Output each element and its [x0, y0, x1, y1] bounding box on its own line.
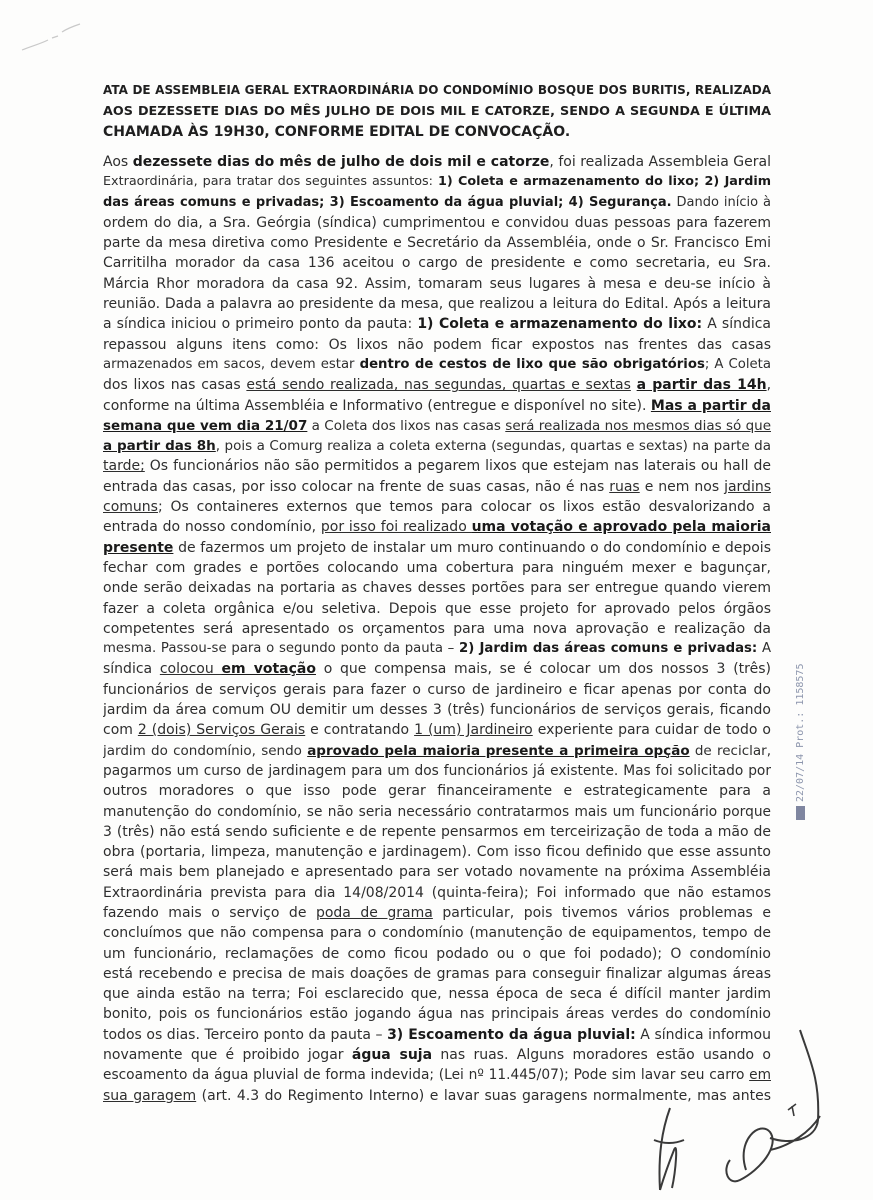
- text-segment: repassou alguns itens como: Os lixos não podem ficar expostos nas frentes das casas: [103, 336, 771, 353]
- text-segment: dezessete dias do mês de julho de dois mil e catorze: [132, 154, 550, 170]
- text-segment: Os funcionários não são permitidos a pegarem lixos que estejam nas laterais ou hall de: [144, 458, 771, 475]
- body-line: [103, 599, 771, 619]
- body-line: [103, 639, 771, 659]
- text-segment: está recebendo e precisa de mais doações de gramas para conseguir finalizar algumas áreas: [103, 965, 771, 982]
- text-segment: outros moradores o que isso pode gerar financeiramente e estrategicamente para a: [103, 783, 771, 800]
- body-line: [103, 193, 771, 213]
- pen-mark-icon: [18, 22, 88, 62]
- text-segment: a partir das 8h: [103, 438, 216, 455]
- body-line: [103, 984, 771, 1004]
- body-line: [103, 944, 771, 964]
- body-line: [103, 335, 771, 355]
- text-segment: poda de grama: [315, 904, 433, 921]
- stamp-block-icon: [796, 806, 805, 820]
- text-segment: manutenção do condomínio, se não seria necessário contratarmos mais um funcionário porque: [103, 803, 771, 820]
- text-segment: está sendo realizada, nas segundas, quartas e sextas: [246, 377, 631, 394]
- text-segment: 1) Coleta e armazenamento do lixo:: [417, 316, 703, 333]
- text-segment: 1 (um) Jardineiro: [414, 722, 533, 739]
- body-line: [103, 375, 771, 395]
- body-line: [103, 558, 771, 578]
- body-line: [103, 1004, 771, 1024]
- text-segment: nas ruas. Alguns moradores estão usando o: [432, 1047, 771, 1064]
- text-segment: jardim do condomínio, sendo: [103, 742, 308, 759]
- signature-right: [700, 1020, 870, 1200]
- text-segment: e contratando: [305, 722, 415, 739]
- body-line: [103, 396, 771, 416]
- text-segment: Dando início à: [671, 194, 771, 210]
- body-line: [103, 781, 771, 801]
- body-line: [103, 842, 771, 862]
- text-segment: jardim da área comum OU demitir um desses 3 (três) funcionários de serviços gerais, ficando: [103, 702, 771, 719]
- text-segment: Mas a partir da: [650, 397, 771, 414]
- document-title: [103, 80, 771, 143]
- text-segment: particular, pois tivemos vários problemas e: [432, 904, 771, 921]
- text-segment: A: [757, 641, 771, 657]
- text-segment: 3) Escoamento da água pluvial:: [387, 1026, 636, 1043]
- title-line: ATA DE ASSEMBLEIA GERAL EXTRAORDINÁRIA DO CONDOMÍNIO BOSQUE DOS BURITIS, REALIZADA: [103, 83, 771, 97]
- text-segment: 2) Jardim das áreas comuns e privadas:: [459, 641, 758, 657]
- body-line: [103, 680, 771, 700]
- protocol-stamp: [795, 664, 806, 820]
- text-segment: um funcionário, reclamações de como ficou podado ou o que foi podado); O condomínio: [103, 945, 771, 962]
- text-segment: entrada do nosso condomínio,: [103, 519, 321, 536]
- body-line: [103, 883, 771, 903]
- body-line: [103, 456, 771, 476]
- text-segment: dos lixos nas casas: [103, 377, 247, 394]
- body-line: [103, 1045, 771, 1065]
- text-segment: Aos: [103, 154, 133, 170]
- body-line: [103, 903, 771, 923]
- text-segment: dentro de cestos de lixo que são obrigatórios: [359, 356, 705, 372]
- title-line: AOS DEZESSETE DIAS DO MÊS JULHO DE DOIS MIL E CATORZE, SENDO A SEGUNDA E ÚLTIMA: [103, 104, 771, 119]
- text-segment: bonito, pois os funcionários estão jogando água nas principais áreas verdes do condomínio: [103, 1006, 771, 1023]
- body-line: [103, 659, 771, 679]
- text-segment: armazenados em sacos, devem estar: [103, 356, 360, 372]
- text-segment: Márcia Rhor moradora da casa 92. Assim, tomaram seus lugares à mesa e deu-se início à: [103, 275, 771, 292]
- text-segment: escoamento da água pluvial de forma indevida; (Lei nº 11.445/07); Pode sim lavar seu carro: [103, 1067, 750, 1084]
- text-segment: funcionários de serviços gerais para fazer o curso de jardineiro e ficar apenas por conta do: [103, 681, 771, 698]
- text-segment: aprovado pela maioria presente a primeira opção: [307, 742, 690, 759]
- text-segment: síndica: [103, 661, 160, 678]
- text-segment: de reciclar,: [689, 742, 771, 759]
- text-segment: todos os dias. Terceiro ponto da pauta –: [103, 1026, 388, 1043]
- body-line: [103, 497, 771, 517]
- text-segment: ruas: [609, 478, 640, 495]
- signature-left: [640, 1100, 700, 1195]
- text-segment: , foi realizada Assembleia Geral: [549, 154, 771, 170]
- text-segment: obra (portaria, limpeza, manutenção e jardinagem). Com isso ficou definido que esse assunto: [103, 844, 771, 861]
- text-segment: entrada das casas, por isso colocar na frente de suas casas, não é nas: [103, 478, 610, 495]
- text-segment: de fazermos um projeto de instalar um muro continuando o do condomínio e depois: [173, 539, 771, 556]
- body-line: [103, 274, 771, 294]
- text-segment: que ainda estão na terra; Foi esclarecido que, nessa época de seca é difícil manter jardim: [103, 986, 771, 1003]
- text-segment: onde serão deixadas na portaria as chaves desses portões para ser entregue quando vierem: [103, 580, 771, 597]
- text-segment: ,: [766, 377, 771, 394]
- title-line: CHAMADA ÀS 19H30, CONFORME EDITAL DE CONVOCAÇÃO.: [103, 124, 571, 140]
- text-segment: , pois a Comurg realiza a coleta externa (segundas, quartas e sextas) na parte da: [215, 438, 771, 455]
- body-line: [103, 923, 771, 943]
- body-line: [103, 416, 771, 436]
- text-segment: água suja: [351, 1047, 433, 1064]
- body-line: [103, 233, 771, 253]
- text-segment: (art. 4.3 do Regimento Interno) e lavar suas garagens normalmente, mas antes: [196, 1087, 771, 1104]
- text-segment: será realizada nos mesmos dias só que: [505, 417, 771, 434]
- text-segment: das áreas comuns e privadas; 3) Escoamento da água pluvial; 4) Segurança.: [103, 194, 672, 210]
- text-segment: Carritilha morador da casa 136 aceitou o cargo de presidente e como secretaria, eu Sra.: [103, 255, 771, 272]
- text-segment: Extraordinária, para tratar dos seguintes assuntos:: [103, 174, 438, 190]
- text-segment: fechar com grades e portões colocando uma cobertura para ninguém mexer e bagunçar,: [103, 559, 771, 576]
- text-segment: ; A Coleta: [704, 356, 771, 372]
- text-segment: com: [103, 722, 138, 739]
- body-line: [103, 294, 771, 314]
- body-line: [103, 862, 771, 882]
- text-segment: sua garagem: [103, 1087, 197, 1104]
- text-segment: será mais bem planejado e apresentado para ser votado novamente na próxima Assembléia: [103, 864, 771, 881]
- text-segment: 2 (dois) Serviços Gerais: [137, 722, 306, 739]
- body-line: [103, 477, 771, 497]
- text-segment: em: [749, 1067, 771, 1084]
- text-segment: presente: [103, 539, 174, 556]
- text-segment: colocou: [159, 661, 222, 678]
- text-segment: comuns: [103, 499, 158, 516]
- body-line: [103, 172, 771, 192]
- text-segment: competentes será apresentado os orçamentos para uma nova aprovação e realização da: [103, 620, 771, 637]
- body-line: [103, 314, 771, 334]
- text-segment: 3 (três) não está sendo suficiente e de repente pensarmos em terceirização de toda a mão de: [103, 823, 771, 840]
- body-line: [103, 700, 771, 720]
- text-segment: mesma. Passou-se para o segundo ponto da pauta –: [103, 641, 460, 657]
- text-segment: em votação: [221, 661, 316, 678]
- text-segment: A síndica informou: [635, 1026, 771, 1043]
- text-segment: a síndica iniciou o primeiro ponto da pauta:: [103, 316, 418, 333]
- body-line: [103, 761, 771, 781]
- text-segment: ordem do dia, a Sra. Geórgia (síndica) cumprimentou e convidou duas pessoas para fazerem: [103, 214, 771, 231]
- body-line: [103, 578, 771, 598]
- text-segment: parte da mesa diretiva como Presidente e Secretário da Assembléia, onde o Sr. Francisco Emi: [103, 235, 771, 252]
- body-line: [103, 720, 771, 740]
- body-line: [103, 741, 771, 761]
- text-segment: concluímos que não compensa para o condomínio (manutenção de equipamentos, tempo de: [103, 925, 771, 942]
- body-line: [103, 152, 771, 172]
- body-line: [103, 436, 771, 456]
- document-body: [103, 152, 771, 1106]
- text-segment: experiente para cuidar de todo o: [532, 722, 771, 739]
- text-segment: novamente que é proibido jogar: [103, 1047, 352, 1064]
- text-segment: uma votação e aprovado pela maioria: [471, 519, 771, 536]
- text-segment: pagarmos um curso de jardinagem para um dos funcionários já existente. Mas foi solicitado por: [103, 762, 771, 779]
- text-segment: a partir das 14h: [636, 377, 767, 394]
- text-segment: jardins: [724, 478, 771, 495]
- body-line: [103, 517, 771, 537]
- body-line: [103, 822, 771, 842]
- text-segment: e nem nos: [639, 478, 725, 495]
- body-line: [103, 802, 771, 822]
- text-segment: ; Os containeres externos que temos para colocar os lixos estão desvalorizando a: [157, 499, 771, 516]
- text-segment: Extraordinária prevista para dia 14/08/2014 (quinta-feira); Foi informado que não estamos: [103, 884, 771, 901]
- body-line: [103, 253, 771, 273]
- text-segment: semana que vem dia 21/07: [103, 417, 308, 434]
- body-line: [103, 1065, 771, 1085]
- body-line: [103, 538, 771, 558]
- body-line: [103, 1025, 771, 1045]
- text-segment: fazendo mais o serviço de: [103, 904, 316, 921]
- text-segment: a Coleta dos lixos nas casas: [307, 417, 506, 434]
- body-line: [103, 619, 771, 639]
- text-segment: o que compensa mais, se é colocar um dos nossos 3 (três): [315, 661, 771, 678]
- stamp-text: 22/07/14 Prot.: 1158575: [795, 663, 806, 802]
- text-segment: conforme na última Assembléia e Informativo (entregue e disponível no site).: [103, 397, 651, 414]
- body-line: [103, 213, 771, 233]
- text-segment: por isso foi realizado: [320, 519, 472, 536]
- text-segment: A síndica: [702, 316, 771, 333]
- text-segment: tarde;: [103, 458, 145, 475]
- text-segment: reunião. Dada a palavra ao presidente da mesa, que realizou a leitura do Edital. Após a leitura: [103, 296, 771, 313]
- text-segment: fazer a coleta orgânica e/ou seletiva. Depois que esse projeto for aprovado pelos órgãos: [103, 600, 771, 617]
- body-line: [103, 355, 771, 375]
- text-segment: 1) Coleta e armazenamento do lixo; 2) Jardim: [437, 174, 771, 190]
- body-line: [103, 964, 771, 984]
